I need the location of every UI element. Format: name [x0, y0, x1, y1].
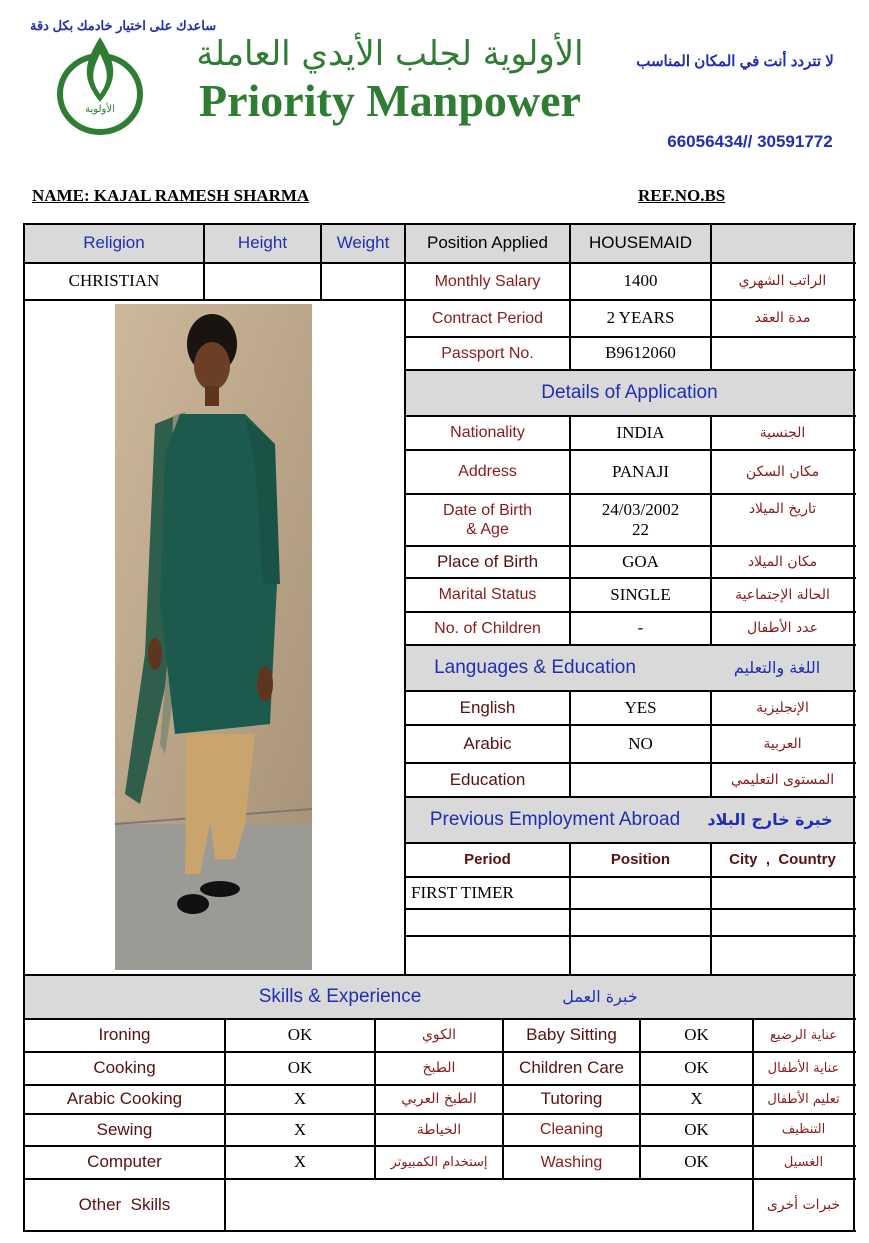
age-value: 22 [632, 520, 649, 539]
skill-washing: Washing [540, 1153, 603, 1171]
line-h612 [404, 611, 856, 613]
line-h450 [404, 449, 856, 451]
line-h843 [404, 842, 856, 844]
languages-title-ar: اللغة والتعليم [733, 658, 821, 678]
prev-row-1-position [570, 877, 711, 909]
prev-row-2-position [570, 909, 711, 936]
line-h494 [404, 493, 856, 495]
contract-value: 2 YEARS [606, 308, 675, 328]
prev-row-3-city [711, 936, 854, 975]
position-applied-label: Position Applied [427, 233, 548, 253]
prev-row-2-period [405, 909, 570, 936]
line-h1085 [23, 1084, 856, 1086]
prev-row-1-city [711, 877, 854, 909]
line-h1114 [23, 1113, 856, 1115]
contract-label: Contract Period [431, 309, 544, 327]
line-h1179 [23, 1178, 856, 1180]
salary-label: Monthly Salary [434, 272, 541, 290]
line-v321 [320, 223, 322, 301]
skill-computer-ar: إستخدام الكمبيوتر [390, 1154, 488, 1170]
passport-label-ar [711, 337, 854, 370]
skill-baby-sitting-ar: عناية الرضيع [770, 1027, 837, 1043]
line-h1052 [23, 1051, 856, 1053]
english-label: English [459, 697, 516, 717]
place-of-birth-label: Place of Birth [436, 551, 539, 571]
border-right [853, 223, 855, 1232]
place-of-birth-label-ar: مكان الميلاد [747, 553, 818, 570]
line-h877 [404, 876, 856, 878]
passport-value: B9612060 [605, 343, 676, 363]
skill-arabic-cooking-ar: الطبخ العربي [401, 1091, 477, 1108]
english-value: YES [624, 697, 657, 717]
marital-status-label: Marital Status [438, 586, 537, 604]
line-v503 [502, 1018, 504, 1180]
company-name-english: Priority Manpower [199, 75, 581, 126]
marital-status-value: SINGLE [610, 584, 671, 604]
passport-label: Passport No. [441, 344, 534, 362]
dob-label-ar: تاريخ الميلاد [748, 500, 817, 517]
prev-row-2-city [711, 909, 854, 936]
weight-header: Weight [336, 233, 390, 253]
skill-washing-value: OK [684, 1152, 709, 1172]
dob-date: 24/03/2002 [601, 499, 680, 519]
slogan: ساعدك على اختيار خادمك بكل دقة [30, 18, 217, 33]
height-header: Height [237, 233, 288, 253]
line-v711-a [710, 223, 712, 371]
company-name-arabic: الأولوية لجلب الأيدي العاملة [196, 34, 584, 74]
skill-arabic-cooking: Arabic Cooking [66, 1089, 183, 1109]
nationality-label-ar: الجنسية [759, 424, 806, 441]
skill-sewing-value: X [293, 1119, 307, 1139]
line-v753 [752, 1018, 754, 1232]
line-h370 [404, 369, 856, 371]
line-h263 [23, 262, 856, 264]
nationality-value: INDIA [616, 422, 665, 442]
arabic-label-ar: العربية [763, 735, 802, 752]
line-v375 [374, 1018, 376, 1180]
children-label-ar: عدد الأطفال [747, 620, 818, 637]
dob-label-line2: & Age [466, 521, 509, 538]
prev-row-1-period: FIRST TIMER [411, 882, 514, 902]
skills-title-ar: خبرة العمل [562, 987, 638, 1007]
position-applied-value: HOUSEMAID [589, 233, 692, 253]
border-bottom [23, 1230, 856, 1232]
salary-label-ar: الراتب الشهري [738, 273, 827, 290]
skill-ironing-ar: الكوي [421, 1027, 457, 1044]
arabic-value: NO [628, 733, 653, 753]
skill-washing-ar: الغسيل [783, 1154, 824, 1170]
skill-cooking-ar: الطبخ [422, 1060, 456, 1077]
religion-value: CHRISTIAN [68, 271, 160, 291]
line-h578 [404, 577, 856, 579]
education-label: Education [449, 769, 526, 789]
skill-cooking-value: OK [287, 1058, 313, 1078]
religion-header: Religion [83, 233, 145, 253]
address-label: Address [458, 463, 517, 481]
line-h1019 [23, 1018, 856, 1020]
dob-label-line1: Date of Birth [443, 501, 532, 519]
address-label-ar: مكان السكن [745, 463, 820, 480]
skill-baby-sitting: Baby Sitting [526, 1025, 617, 1045]
skill-children-care: Children Care [519, 1058, 624, 1078]
skill-cooking: Cooking [93, 1058, 156, 1078]
languages-title: Languages & Education [434, 656, 636, 678]
line-h936 [404, 935, 856, 937]
candidate-name: NAME: KAJAL RAMESH SHARMA [32, 186, 310, 205]
skill-sewing-ar: الخياطة [416, 1121, 462, 1138]
skill-sewing: Sewing [96, 1119, 153, 1139]
line-h546 [404, 545, 856, 547]
reference-number: REF.NO.BS [638, 186, 726, 205]
line-h797 [404, 796, 856, 798]
skill-baby-sitting-value: OK [684, 1025, 709, 1045]
skill-cleaning-value: OK [684, 1119, 709, 1139]
skill-children-care-value: OK [684, 1058, 709, 1078]
line-v570-a [569, 223, 571, 371]
address-value: PANAJI [611, 461, 669, 481]
prev-row-3-period [405, 936, 570, 975]
line-h300-left [23, 299, 406, 301]
skill-cleaning-ar: التنظيف [781, 1122, 826, 1138]
candidate-photo [115, 304, 312, 970]
tagline: لا تتردد أنت في المكان المناسب [636, 53, 834, 70]
line-v225 [224, 1018, 226, 1232]
prev-row-3-position [570, 936, 711, 975]
city-country-header: City , Country [729, 851, 836, 868]
place-of-birth-value: GOA [622, 551, 659, 571]
nationality-label: Nationality [450, 424, 525, 442]
line-h691 [404, 690, 856, 692]
position-header: Position [610, 851, 671, 868]
skill-arabic-cooking-value: X [293, 1089, 307, 1109]
english-label-ar: الإنجليزية [756, 699, 809, 716]
logo-text: الأولوية [85, 104, 115, 115]
line-h975 [23, 974, 856, 976]
weight-value [321, 263, 405, 300]
skill-ironing-value: OK [287, 1025, 313, 1045]
skills-title: Skills & Experience [258, 985, 422, 1007]
line-h909 [404, 908, 856, 910]
line-h763 [404, 762, 856, 764]
contract-label-ar: مدة العقد [754, 310, 811, 327]
skill-ironing: Ironing [98, 1025, 151, 1045]
line-h645 [404, 644, 856, 646]
education-label-ar: المستوى التعليمي [730, 771, 835, 788]
line-v711-c [710, 690, 712, 798]
height-value [204, 263, 321, 300]
salary-value: 1400 [623, 271, 658, 291]
children-value: - [637, 618, 644, 638]
border-top [23, 223, 856, 225]
line-h416 [404, 415, 856, 417]
border-left [23, 223, 25, 1232]
arabic-label: Arabic [463, 733, 512, 753]
other-skills-label: Other Skills [78, 1194, 171, 1214]
marital-status-label-ar: الحالة الإجتماعية [735, 586, 830, 603]
other-skills-value [225, 1179, 753, 1231]
skill-tutoring: Tutoring [540, 1089, 603, 1109]
line-h337 [404, 336, 856, 338]
period-header: Period [464, 851, 511, 868]
skill-tutoring-ar: تعليم الأطفال [767, 1091, 840, 1107]
children-label: No. of Children [434, 619, 541, 637]
line-v570-c [569, 690, 571, 798]
line-h300 [404, 299, 856, 301]
previous-employment-title: Previous Employment Abroad [429, 808, 681, 830]
phone-numbers: 66056434// 30591772 [667, 132, 833, 151]
line-h725 [404, 724, 856, 726]
details-title: Details of Application [541, 381, 718, 403]
line-h1146 [23, 1145, 856, 1147]
previous-employment-title-ar: خبرة خارج البلاد [707, 810, 833, 830]
line-v640 [639, 1018, 641, 1180]
skill-computer: Computer [87, 1152, 162, 1172]
skill-tutoring-value: X [690, 1089, 703, 1109]
dob-label [405, 494, 570, 546]
skill-computer-value: X [293, 1152, 307, 1172]
education-value [570, 763, 711, 797]
skill-cleaning: Cleaning [539, 1121, 604, 1139]
other-skills-label-ar: خبرات أخرى [766, 1196, 841, 1213]
skill-children-care-ar: عناية الأطفال [767, 1060, 840, 1076]
line-v204 [203, 223, 205, 301]
dob-value [570, 494, 711, 546]
